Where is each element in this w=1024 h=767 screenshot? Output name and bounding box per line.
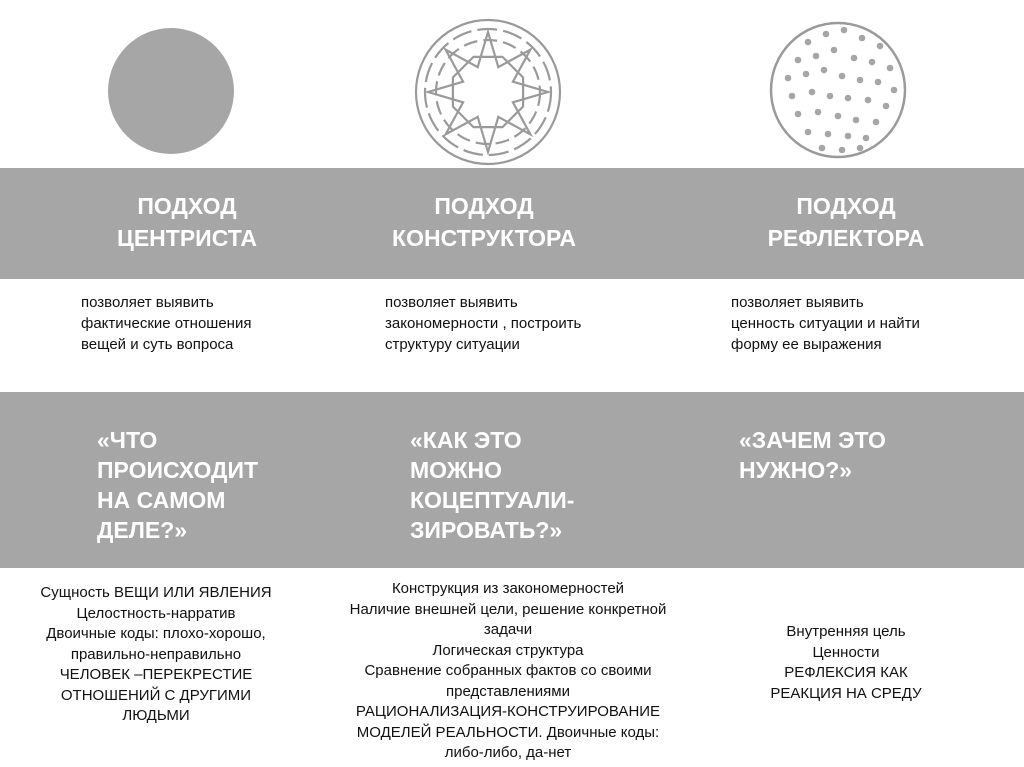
dot: [845, 95, 852, 102]
approach-title-reflector: ПОДХОД РЕФЛЕКТОРА: [767, 193, 925, 251]
dot: [869, 59, 876, 66]
dot: [795, 57, 802, 64]
dot: [819, 145, 826, 152]
dot: [841, 27, 848, 34]
dot: [877, 43, 884, 50]
dot: [853, 117, 860, 124]
approach-details-reflector: Внутренняя цель Ценности РЕФЛЕКСИЯ КАК РЕАКЦИЯ НА СРЕДУ: [770, 623, 922, 702]
dot: [815, 109, 822, 116]
dot: [821, 67, 828, 74]
approach-description-constructor: позволяет выявить закономерности , построить структуру ситуации: [385, 294, 582, 353]
star-mandala-icon: [414, 18, 562, 166]
dot: [827, 93, 834, 100]
dot: [803, 71, 810, 78]
approach-details-constructor: Конструкция из закономерностей Наличие внешней цели, решение конкретной задачи Логическая структура Сравнение собранных фактов со своими представлениями РАЦИОНАЛИЗАЦИЯ-КОНСТРУИРОВАНИЕ МОДЕЛЕЙ РЕАЛЬНОСТИ. Двоичные коды: либо-либо, да-нет: [349, 580, 667, 761]
dot: [873, 119, 880, 126]
dot: [805, 129, 812, 136]
dot: [823, 31, 830, 38]
approach-question-centrist: «ЧТО ПРОИСХОДИТ НА САМОМ ДЕЛЕ?»: [97, 427, 259, 543]
approach-question-constructor: «КАК ЭТО МОЖНО КОЦЕПТУАЛИ- ЗИРОВАТЬ?»: [410, 427, 575, 543]
approach-title-centrist: ПОДХОД ЦЕНТРИСТА: [117, 193, 257, 251]
dot: [891, 87, 898, 94]
dot: [845, 133, 852, 140]
dot: [863, 135, 870, 142]
dot: [859, 35, 866, 42]
dot: [785, 75, 792, 82]
approach-title-constructor: ПОДХОД КОНСТРУКТОРА: [392, 193, 576, 251]
dot: [805, 39, 812, 46]
dot: [789, 93, 796, 100]
dot: [839, 147, 846, 154]
approach-description-reflector: позволяет выявить ценность ситуации и найти форму ее выражения: [731, 294, 920, 353]
dot: [887, 65, 894, 72]
dot: [831, 47, 838, 54]
dot: [809, 89, 816, 96]
approach-details-centrist: Сущность ВЕЩИ ИЛИ ЯВЛЕНИЯ Целостность-нарратив Двоичные коды: плохо-хорошо, правильно-неправильно ЧЕЛОВЕК –ПЕРЕКРЕСТИЕ ОТНОШЕНИЙ С ДРУГИМИ ЛЮДЬМИ: [40, 584, 272, 724]
dot: [839, 73, 846, 80]
dot: [883, 103, 890, 110]
dot: [825, 131, 832, 138]
dot: [875, 79, 882, 86]
dot: [857, 145, 864, 152]
dot: [835, 113, 842, 120]
dot: [795, 111, 802, 118]
dot: [813, 53, 820, 60]
solid-circle-icon: [106, 26, 236, 156]
dot: [851, 55, 858, 62]
dot: [865, 97, 872, 104]
approach-description-centrist: позволяет выявить фактические отношения вещей и суть вопроса: [81, 294, 252, 353]
approach-question-reflector: «ЗАЧЕМ ЭТО НУЖНО?»: [739, 427, 886, 483]
dotted-circle-icon: [768, 20, 908, 160]
dot: [857, 77, 864, 84]
